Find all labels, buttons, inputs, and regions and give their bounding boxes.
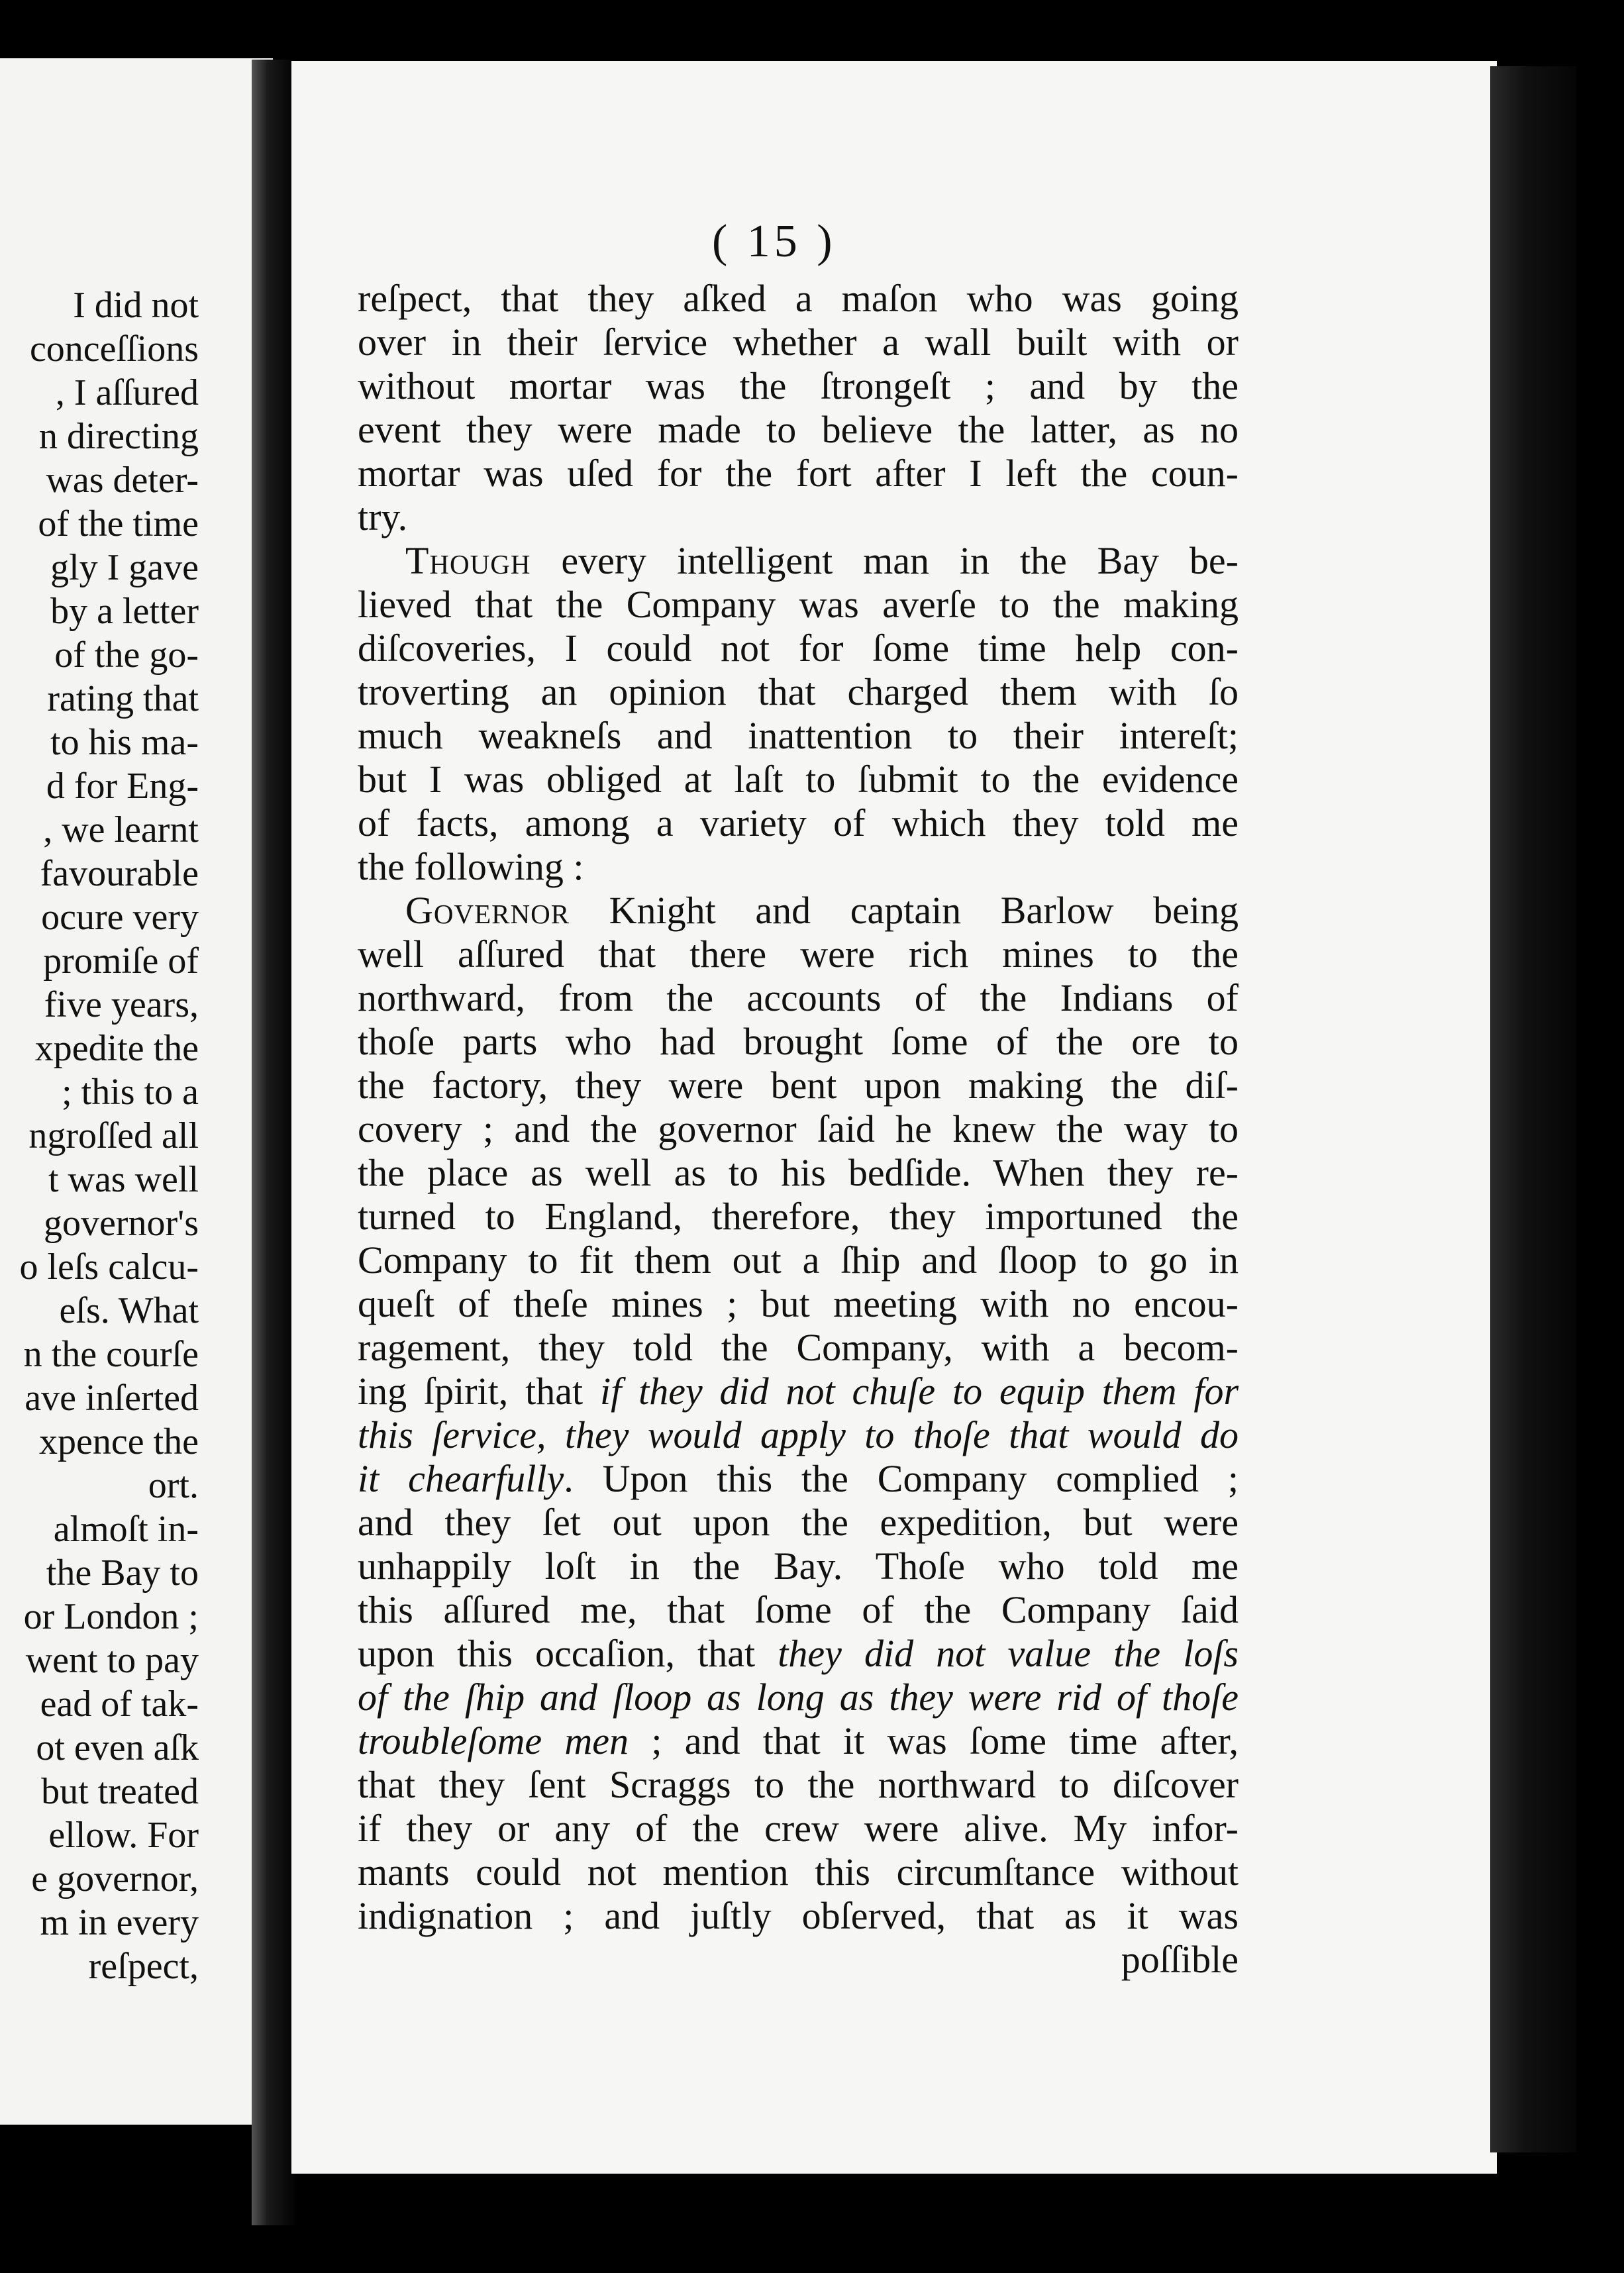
text-span: Knight and captain Barlow being (570, 889, 1239, 932)
left-page-line: promiſe of (43, 940, 199, 982)
italic-span: if they did not chuſe to equip them for (599, 1370, 1239, 1413)
text-line: mants could not mention this circumſtance without (358, 1850, 1239, 1894)
left-page-line: ort. (148, 1465, 199, 1506)
text-line: Company to fit them out a ſhip and ſloop to go in (358, 1238, 1239, 1282)
left-page-line: to his ma- (50, 722, 199, 763)
text-line: queſt of theſe mines ; but meeting with no encou- (358, 1282, 1239, 1325)
text-line (358, 1370, 1239, 1413)
text-line: well aſſured that there were rich mines to the (358, 933, 1239, 976)
text-span: upon this occaſion, that (358, 1632, 778, 1675)
italic-span: they did not value the loſs (778, 1632, 1239, 1675)
text-line: unhappily loſt in the Bay. Thoſe who told me (358, 1544, 1239, 1588)
left-page-line: five years, (44, 984, 199, 1025)
text-span: every intelligent man in the Bay be- (531, 539, 1239, 582)
left-page-line: of the go- (54, 634, 199, 676)
text-line: indignation ; and juſtly obſerved, that as it was (358, 1894, 1239, 1937)
text-line: and they ſet out upon the expedition, but were (358, 1501, 1239, 1544)
text-line: without mortar was the ſtrongeſt ; and by the (358, 364, 1239, 407)
left-page-line: of the time (38, 503, 199, 544)
text-line: that they ſent Scraggs to the northward to diſcover (358, 1763, 1239, 1806)
left-page-line: rating that (47, 678, 199, 719)
text-line: thoſe parts who had brought ſome of the ore to (358, 1020, 1239, 1063)
text-line: diſcoveries, I could not for ſome time help con- (358, 627, 1239, 670)
left-page-line: ave inſerted (25, 1378, 199, 1419)
left-page-line: gly I gave (50, 547, 199, 588)
left-page-line: m in every (40, 1902, 199, 1943)
left-page-line: ead of tak- (40, 1684, 199, 1725)
paragraph-start (358, 889, 1239, 933)
text-line: reſpect, that they aſked a maſon who was going (358, 277, 1239, 320)
italic-span: troubleſome men (358, 1719, 629, 1762)
left-page-line: was deter- (46, 460, 199, 501)
left-page-fragment (0, 58, 273, 2125)
catchword: poſſible (1121, 1938, 1239, 1981)
left-page-line: the Bay to (46, 1552, 199, 1593)
left-page-line: xpedite the (34, 1028, 199, 1069)
book-edge (1490, 66, 1576, 2152)
left-page-line: conceſſions (29, 328, 199, 370)
text-span: ing ſpirit, that (358, 1370, 600, 1413)
text-line: mortar was uſed for the fort after I left the coun- (358, 452, 1239, 495)
left-page-line: but treated (41, 1771, 199, 1812)
left-page-line: favourable (40, 853, 199, 894)
small-caps-word: Governor (405, 889, 570, 932)
left-page-line: I did not (73, 285, 199, 326)
text-line: but I was obliged at laſt to ſubmit to the evidence (358, 758, 1239, 801)
text-line (358, 1457, 1239, 1501)
text-line: of facts, among a variety of which they told me (358, 801, 1239, 844)
left-page-line: or London ; (23, 1596, 199, 1637)
text-line: troverting an opinion that charged them with ſo (358, 670, 1239, 713)
left-page-line: t was well (48, 1159, 199, 1200)
left-page-line: xpence the (39, 1421, 199, 1462)
left-page-line: o leſs calcu- (19, 1246, 199, 1288)
text-line: if they or any of the crew were alive. My infor- (358, 1807, 1239, 1850)
text-line: this aſſured me, that ſome of the Company ſaid (358, 1588, 1239, 1631)
italic-span: it chearfully (358, 1457, 564, 1500)
left-page-line: ellow. For (48, 1815, 199, 1856)
text-span: ; and that it was ſome time after, (629, 1719, 1239, 1762)
left-page-line: by a letter (50, 591, 199, 632)
page-number: ( 15 ) (712, 216, 837, 267)
text-line: ragement, they told the Company, with a becom- (358, 1326, 1239, 1369)
text-line: lieved that the Company was averſe to the making (358, 583, 1239, 626)
text-line (358, 1719, 1239, 1763)
text-line: northward, from the accounts of the Indians of (358, 976, 1239, 1019)
left-page-line: , I aſſured (55, 372, 199, 413)
italic-line: this ſervice, they would apply to thoſe that would do (358, 1413, 1239, 1456)
text-line: the place as well as to his bedſide. When they re- (358, 1151, 1239, 1194)
left-page-line: n directing (38, 416, 199, 457)
page-body (358, 277, 1239, 1982)
text-line: the following : (358, 845, 584, 888)
left-page-line: ; this to a (62, 1072, 199, 1113)
left-page-line: ngroſſed all (28, 1115, 199, 1156)
text-line (358, 1632, 1239, 1676)
text-line: try. (358, 495, 408, 538)
italic-line: of the ſhip and ſloop as long as they were rid of thoſe (358, 1676, 1239, 1719)
left-page-line: ot even aſk (36, 1727, 199, 1768)
text-line: over in their ſervice whether a wall built with or (358, 321, 1239, 364)
left-page-line: went to pay (25, 1640, 199, 1681)
text-line: the factory, they were bent upon making the diſ- (358, 1064, 1239, 1107)
text-span: . Upon this the Company complied ; (564, 1457, 1239, 1500)
left-page-line: e governor, (31, 1858, 199, 1899)
left-page-line: , we learnt (43, 809, 199, 850)
text-line: covery ; and the governor ſaid he knew the way to (358, 1107, 1239, 1150)
paragraph-start (358, 539, 1239, 583)
left-page-line: n the courſe (23, 1334, 199, 1375)
left-page-line: governor's (43, 1203, 199, 1244)
text-line: turned to England, therefore, they importuned the (358, 1195, 1239, 1238)
text-line: much weakneſs and inattention to their intereſt; (358, 714, 1239, 757)
left-page-line: reſpect, (88, 1946, 199, 1987)
left-page-line: d for Eng- (46, 766, 199, 807)
left-page-line: almoſt in- (53, 1509, 199, 1550)
small-caps-word: Though (405, 539, 531, 582)
left-page-line: eſs. What (59, 1290, 199, 1331)
text-line: event they were made to believe the latter, as no (358, 408, 1239, 451)
left-page-line: ocure very (41, 897, 199, 938)
